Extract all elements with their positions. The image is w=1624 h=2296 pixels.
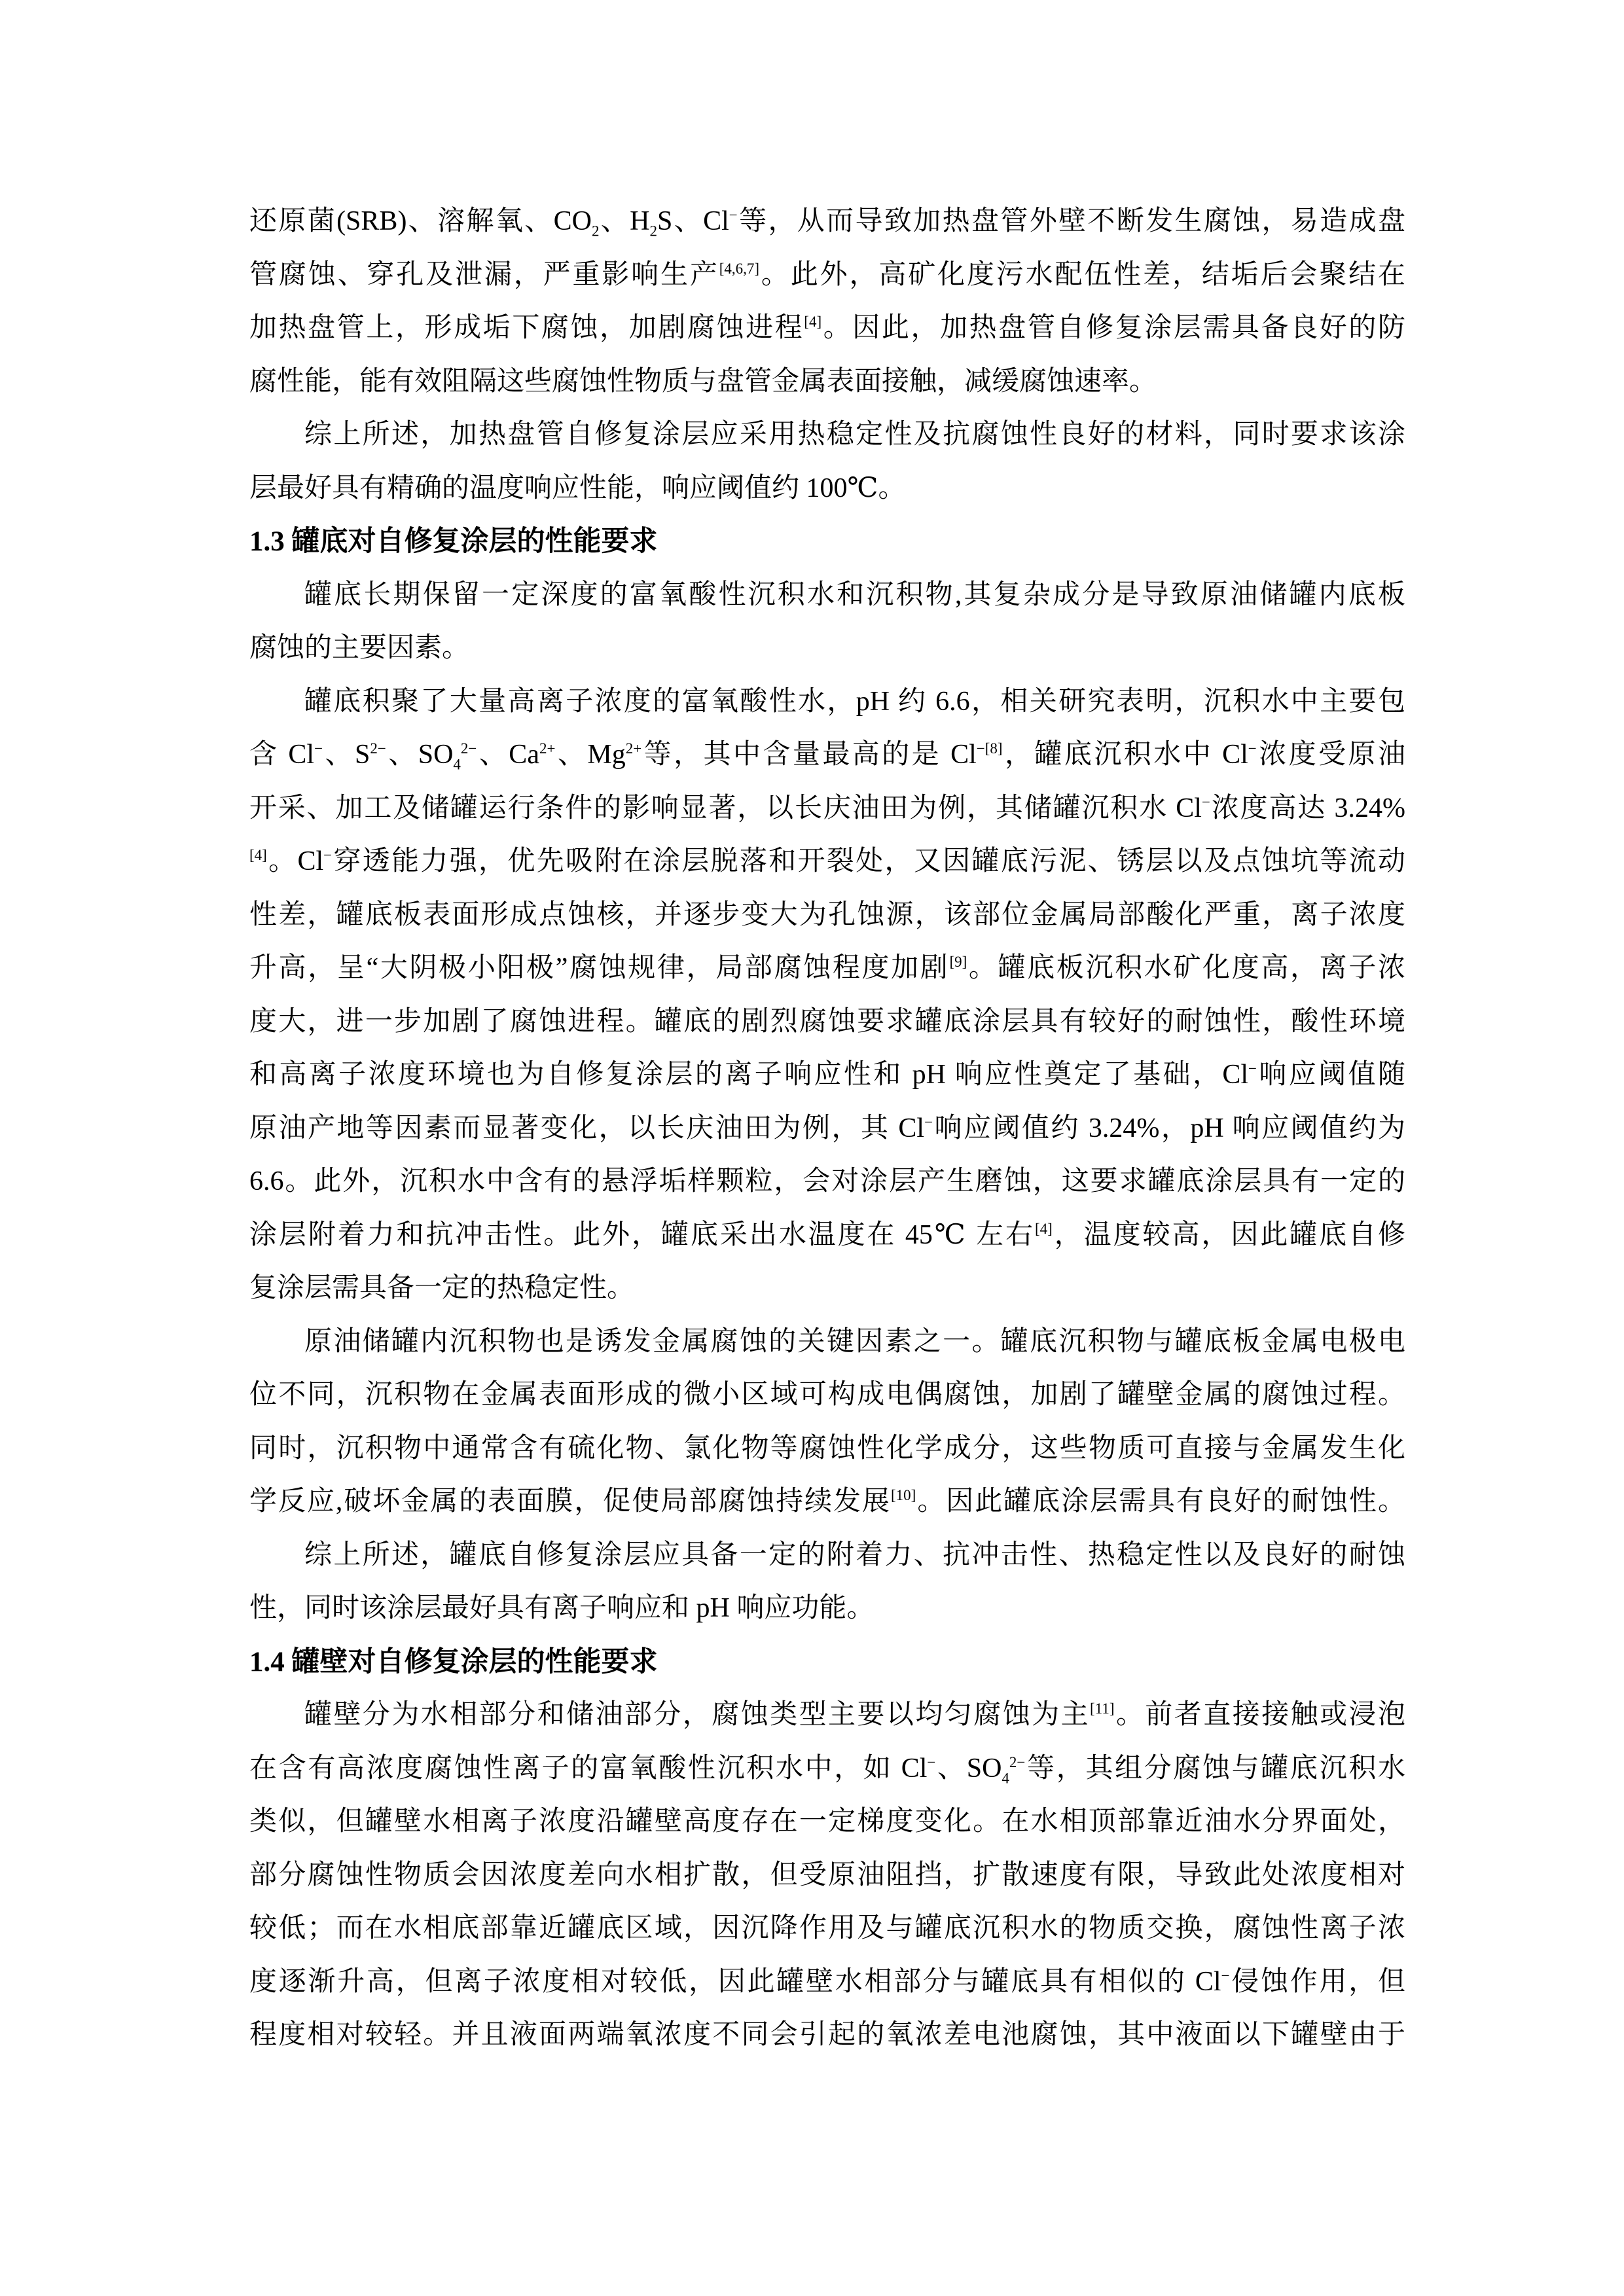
- superscript-text: [4]: [804, 314, 822, 330]
- superscript-text: 2−: [460, 740, 477, 757]
- text-run: 类似，但罐壁水相离子浓度沿罐壁高度存在一定梯度变化。在水相顶部靠近油水分界面处，: [249, 1806, 1405, 1837]
- text-line: [249, 462, 1405, 516]
- text-line: [249, 1475, 1405, 1529]
- text-run: 。罐底板沉积水矿化度高，离子浓: [967, 953, 1405, 983]
- text-line: [249, 1369, 1405, 1422]
- superscript-text: 2+: [539, 740, 556, 757]
- text-line: [249, 408, 1405, 462]
- text-run: 综上所述，加热盘管自修复涂层应采用热稳定性及抗腐蚀性良好的材料，同时要求该涂: [304, 420, 1405, 450]
- text-run: 等，其中含量最高的是 Cl: [641, 740, 977, 770]
- text-run: 同时，沉积物中通常含有硫化物、氯化物等腐蚀性化学成分，这些物质可直接与金属发生化: [249, 1433, 1405, 1463]
- text-run: S、Cl: [657, 206, 729, 236]
- text-run: 腐蚀的主要因素。: [249, 633, 470, 663]
- superscript-text: [4]: [249, 847, 267, 863]
- superscript-text: [10]: [891, 1487, 916, 1503]
- text-run: 。前者直接接触或浸泡: [1114, 1700, 1405, 1730]
- text-line: [249, 302, 1405, 355]
- text-line: [249, 942, 1405, 996]
- text-line: [249, 1529, 1405, 1583]
- superscript-text: −: [323, 847, 333, 863]
- text-run: 。因此罐底涂层需具有良好的耐蚀性。: [916, 1486, 1405, 1516]
- text-run: 程度相对较轻。并且液面两端氧浓度不同会引起的氧浓差电池腐蚀，其中液面以下罐壁由于: [249, 2020, 1405, 2050]
- text-line: [249, 1689, 1405, 1742]
- text-run: ，温度较高，因此罐底自修: [1052, 1219, 1405, 1250]
- text-line: [249, 249, 1405, 302]
- text-run: 加热盘管上，形成垢下腐蚀，加剧腐蚀进程: [249, 313, 804, 343]
- subscript-text: 2: [591, 223, 600, 240]
- text-run: 侵蚀作用，但: [1229, 1966, 1405, 1997]
- text-line: [249, 1209, 1405, 1263]
- text-run: 开采、加工及储罐运行条件的影响显著，以长庆油田为例，其储罐沉积水 Cl: [249, 793, 1202, 823]
- text-line: [249, 1795, 1405, 1849]
- superscript-text: [4,6,7]: [719, 260, 760, 277]
- text-line: [249, 1262, 1405, 1316]
- text-run: 浓度受原油: [1256, 740, 1406, 770]
- text-run: 、S: [323, 740, 370, 770]
- text-run: 度大，进一步加剧了腐蚀进程。罐底的剧烈腐蚀要求罐底涂层具有较好的耐蚀性，酸性环境: [249, 1006, 1405, 1037]
- text-line: [249, 1049, 1405, 1102]
- superscript-text: −: [927, 1753, 936, 1770]
- text-run: ，罐底沉积水中 Cl: [1002, 740, 1248, 770]
- text-run: 1.4 罐壁对自修复涂层的性能要求: [249, 1646, 658, 1677]
- text-line: [249, 1422, 1405, 1476]
- text-run: 较低；而在水相底部靠近罐底区域，因沉降作用及与罐底沉积水的物质交换，腐蚀性离子浓: [249, 1913, 1405, 1943]
- text-run: 6.6。此外，沉积水中含有的悬浮垢样颗粒，会对涂层产生磨蚀，这要求罐底涂层具有一定的: [249, 1166, 1405, 1196]
- text-run: 、Mg: [555, 740, 626, 770]
- subscript-text: 4: [1001, 1769, 1009, 1786]
- superscript-text: −: [314, 740, 323, 757]
- text-run: 、SO: [386, 740, 454, 770]
- superscript-text: −: [1201, 793, 1210, 810]
- text-line: [249, 675, 1405, 729]
- text-run: 复涂层需具备一定的热稳定性。: [249, 1273, 635, 1303]
- text-line: [249, 2009, 1405, 2062]
- section-heading: [249, 515, 1405, 569]
- subscript-text: 2: [649, 223, 657, 240]
- text-line: [249, 889, 1405, 942]
- text-run: 度逐渐升高，但离子浓度相对较低，因此罐壁水相部分与罐底具有相似的 Cl: [249, 1966, 1221, 1997]
- section-heading: [249, 1636, 1405, 1689]
- superscript-text: [4]: [1035, 1220, 1053, 1237]
- text-run: 响应阈值随: [1257, 1060, 1405, 1090]
- text-line: [249, 1316, 1405, 1369]
- text-run: 、Ca: [477, 740, 539, 770]
- text-line: [249, 782, 1405, 836]
- text-line: [249, 355, 1405, 409]
- text-run: 含 Cl: [249, 740, 315, 770]
- text-run: 性差，罐底板表面形成点蚀核，并逐步变大为孔蚀源，该部位金属局部酸化严重，离子浓度: [249, 899, 1405, 930]
- text-line: [249, 569, 1405, 622]
- text-run: 浓度高达 3.24%: [1210, 793, 1405, 823]
- superscript-text: −: [729, 207, 738, 223]
- text-line: [249, 1742, 1405, 1796]
- text-run: 原油产地等因素而显著变化，以长庆油田为例，其 Cl: [249, 1113, 925, 1143]
- text-line: [249, 622, 1405, 675]
- text-run: 、SO: [935, 1753, 1002, 1784]
- text-line: [249, 728, 1405, 782]
- text-run: 管腐蚀、穿孔及泄漏，严重影响生产: [249, 259, 719, 290]
- superscript-text: 2−: [1009, 1753, 1026, 1770]
- text-run: 罐壁分为水相部分和储油部分，腐蚀类型主要以均匀腐蚀为主: [304, 1700, 1091, 1730]
- text-run: 性，同时该涂层最好具有离子响应和 pH 响应功能。: [249, 1593, 875, 1623]
- superscript-text: [9]: [949, 954, 967, 970]
- text-run: 等，其组分腐蚀与罐底沉积水: [1025, 1753, 1405, 1784]
- document-text-block: [249, 195, 1405, 2062]
- subscript-text: 4: [453, 756, 461, 773]
- text-run: 综上所述，罐底自修复涂层应具备一定的附着力、抗冲击性、热稳定性以及良好的耐蚀: [304, 1539, 1405, 1570]
- superscript-text: −: [924, 1113, 933, 1130]
- text-run: 罐底长期保留一定深度的富氧酸性沉积水和沉积物,其复杂成分是导致原油储罐内底板: [304, 579, 1405, 610]
- superscript-text: −: [1248, 1060, 1257, 1077]
- text-run: 。因此，加热盘管自修复涂层需具备良好的防: [821, 313, 1405, 343]
- text-run: 在含有高浓度腐蚀性离子的富氧酸性沉积水中，如 Cl: [249, 1753, 928, 1784]
- text-line: [249, 835, 1405, 889]
- text-run: 等，从而导致加热盘管外壁不断发生腐蚀，易造成盘: [737, 206, 1405, 236]
- text-run: 涂层附着力和抗冲击性。此外，罐底采出水温度在 45℃ 左右: [249, 1219, 1035, 1250]
- text-line: [249, 1956, 1405, 2009]
- text-run: 层最好具有精确的温度响应性能，响应阈值约 100℃。: [249, 473, 906, 503]
- text-line: [249, 1102, 1405, 1156]
- text-line: [249, 996, 1405, 1049]
- text-line: [249, 1902, 1405, 1956]
- text-run: 和高离子浓度环境也为自修复涂层的离子响应性和 pH 响应性奠定了基础，Cl: [249, 1060, 1249, 1090]
- text-run: 原油储罐内沉积物也是诱发金属腐蚀的关键因素之一。罐底沉积物与罐底板金属电极电: [304, 1326, 1405, 1357]
- text-run: 响应阈值约 3.24%，pH 响应阈值约为: [933, 1113, 1406, 1143]
- superscript-text: −[8]: [976, 740, 1003, 757]
- superscript-text: −: [1248, 740, 1257, 757]
- superscript-text: 2+: [625, 740, 642, 757]
- text-run: 、H: [599, 206, 650, 236]
- text-run: 升高，呈“大阴极小阳极”腐蚀规律，局部腐蚀程度加剧: [249, 953, 950, 983]
- text-run: 位不同，沉积物在金属表面形成的微小区域可构成电偶腐蚀，加剧了罐壁金属的腐蚀过程。: [249, 1380, 1405, 1410]
- text-line: [249, 195, 1405, 249]
- text-run: 。此外，高矿化度污水配伍性差，结垢后会聚结在: [759, 259, 1405, 290]
- superscript-text: [11]: [1090, 1700, 1115, 1717]
- text-line: [249, 1582, 1405, 1636]
- text-line: [249, 1849, 1405, 1903]
- text-run: 罐底积聚了大量高离子浓度的富氧酸性水，pH 约 6.6，相关研究表明，沉积水中主要包: [304, 686, 1405, 717]
- superscript-text: 2−: [370, 740, 386, 757]
- text-line: [249, 1155, 1405, 1209]
- text-run: 。Cl: [266, 846, 324, 876]
- text-run: 穿透能力强，优先吸附在涂层脱落和开裂处，又因罐底污泥、锈层以及点蚀坑等流动: [332, 846, 1405, 876]
- superscript-text: −: [1221, 1967, 1230, 1984]
- text-run: 部分腐蚀性物质会因浓度差向水相扩散，但受原油阻挡，扩散速度有限，导致此处浓度相对: [249, 1859, 1405, 1890]
- text-run: 腐性能，能有效阻隔这些腐蚀性物质与盘管金属表面接触，减缓腐蚀速率。: [249, 366, 1157, 397]
- text-run: 学反应,破坏金属的表面膜，促使局部腐蚀持续发展: [249, 1486, 892, 1516]
- text-run: 1.3 罐底对自修复涂层的性能要求: [249, 526, 658, 557]
- text-run: 还原菌(SRB)、溶解氧、CO: [249, 206, 592, 236]
